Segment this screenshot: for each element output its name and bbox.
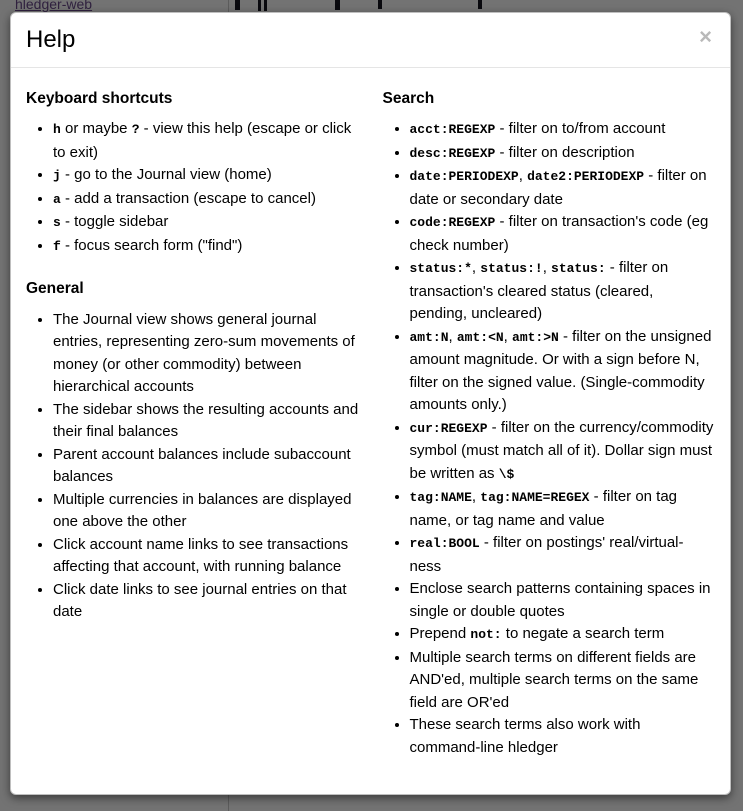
list-item: • amt:N, amt:<N, amt:>N - filter on the unsigned amount magnitude. Or with a sign before N, filter on the signed value. (Single-commodity amounts only.)	[410, 326, 716, 417]
code-term: date2:PERIODEXP	[527, 169, 645, 185]
code-term: cur:REGEXP	[409, 420, 488, 436]
list-item: • The Journal view shows general journal entries, representing zero-sum movements of money (or other commodity) between hierarchical accounts	[53, 309, 359, 399]
list-item: • These search terms also work with command-line hledger	[410, 714, 716, 759]
list-item: • j - go to the Journal view (home)	[53, 164, 359, 188]
code-term: ?	[131, 122, 140, 138]
code-term: h	[53, 122, 61, 138]
modal-title: Help	[26, 26, 76, 53]
code-term: tag:NAME	[409, 490, 472, 506]
list-item: • desc:REGEXP - filter on description	[410, 142, 716, 166]
code-term: code:REGEXP	[409, 215, 496, 231]
code-term: amt:>N	[512, 329, 559, 345]
code-term: desc:REGEXP	[409, 145, 496, 161]
list-item: • code:REGEXP - filter on transaction's code (eg check number)	[410, 211, 716, 257]
help-modal	[10, 12, 731, 795]
modal-header	[11, 13, 730, 68]
code-term: status:	[551, 261, 606, 277]
code-term: real:BOOL	[409, 536, 480, 552]
list-item: • date:PERIODEXP, date2:PERIODEXP - filter on date or secondary date	[410, 165, 716, 211]
list-item: • Click date links to see journal entries on that date	[53, 579, 359, 624]
section-list	[26, 118, 359, 258]
list-item: • h or maybe ? - view this help (escape or click to exit)	[53, 118, 359, 164]
list-item: • Enclose search patterns containing spaces in single or double quotes	[410, 578, 716, 623]
list-item: • Parent account balances include subaccount balances	[53, 444, 359, 489]
code-term: amt:<N	[456, 329, 504, 345]
list-item: • f - focus search form ("find")	[53, 235, 359, 259]
list-item: • a - add a transaction (escape to cancel)	[53, 188, 359, 212]
code-term: f	[53, 238, 61, 254]
section-list	[383, 118, 716, 759]
list-item: • Multiple currencies in balances are displayed one above the other	[53, 489, 359, 534]
code-term: a	[53, 191, 61, 207]
list-item: • real:BOOL - filter on postings' real/virtual-ness	[410, 532, 716, 578]
section-list	[26, 309, 359, 624]
list-item: • cur:REGEXP - filter on the currency/commodity symbol (must match all of it). Dollar sign must be written as \$	[410, 417, 716, 487]
code-term: tag:NAME=REGEX	[480, 490, 590, 506]
close-icon[interactable]: ×	[699, 24, 712, 49]
section-heading: General	[26, 280, 84, 298]
list-item: • acct:REGEXP - filter on to/from account	[410, 118, 716, 142]
code-term: date:PERIODEXP	[409, 169, 519, 185]
code-term: amt:N	[409, 329, 449, 345]
modal-body	[11, 68, 730, 780]
code-term: status:!	[480, 261, 543, 277]
code-term: acct:REGEXP	[409, 122, 496, 138]
list-item: • Click account name links to see transactions affecting that account, with running balance	[53, 534, 359, 579]
list-item: • Multiple search terms on different fields are AND'ed, multiple search terms on the same field are OR'ed	[410, 647, 716, 715]
code-term: \$	[498, 466, 515, 482]
code-term: not:	[470, 627, 502, 643]
code-term: j	[53, 168, 61, 184]
section-heading: Search	[382, 89, 435, 107]
code-term: s	[53, 215, 61, 231]
list-item: • tag:NAME, tag:NAME=REGEX - filter on tag name, or tag name and value	[410, 486, 716, 532]
list-item: • s - toggle sidebar	[53, 211, 359, 235]
section-heading: Keyboard shortcuts	[26, 89, 173, 107]
list-item: • Prepend not: to negate a search term	[410, 623, 716, 647]
help-column-right	[383, 68, 716, 760]
code-term: status:*	[409, 261, 472, 277]
help-column-left	[26, 68, 359, 760]
list-item: • The sidebar shows the resulting accounts and their final balances	[53, 399, 359, 444]
list-item: • status:*, status:!, status: - filter on transaction's cleared status (cleared, pending, uncleared)	[410, 257, 716, 326]
